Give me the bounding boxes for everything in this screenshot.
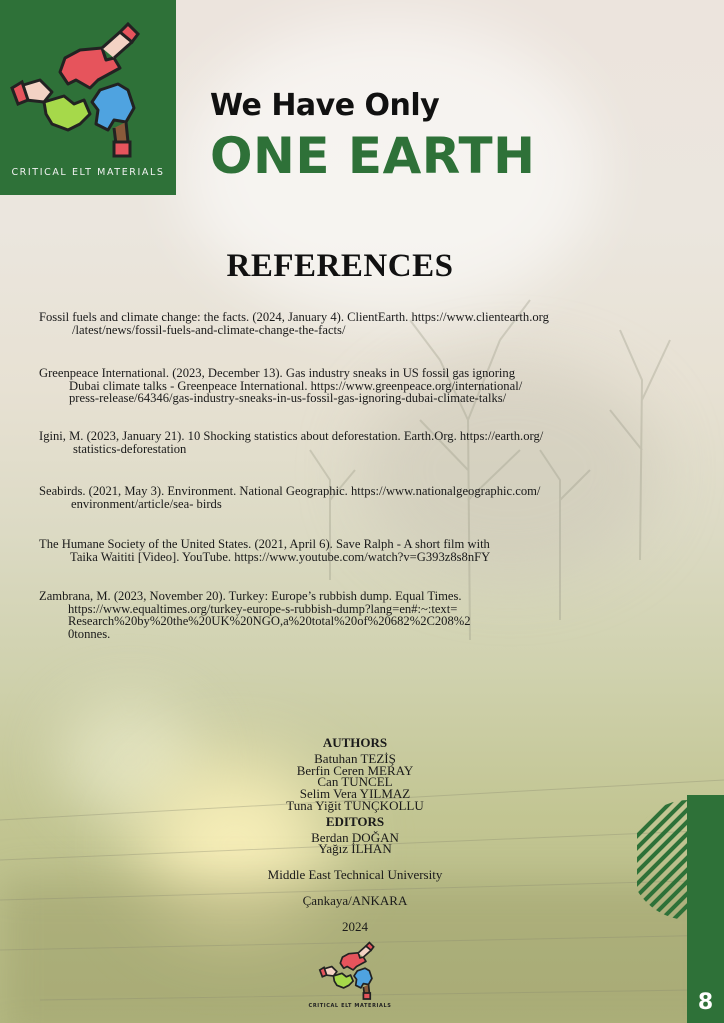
reference-line: Dubai climate talks - Greenpeace International. https://www.greenpeace.org/international/ xyxy=(69,378,523,393)
reference-item xyxy=(39,538,639,563)
page-number: 8 xyxy=(697,990,714,1015)
title-line-2: ONE EARTH xyxy=(210,127,536,185)
reference-line: Zambrana, M. (2023, November 20). Turkey: Europe’s rubbish dump. Equal Times. xyxy=(39,589,462,603)
reference-item xyxy=(39,590,639,641)
reference-item xyxy=(39,311,639,336)
editors-heading: EDITORS xyxy=(325,813,385,829)
reference-item xyxy=(39,485,639,510)
location-text: Çankaya/ANKARA xyxy=(302,892,408,908)
university-name: Middle East Technical University xyxy=(267,867,443,883)
author-name: Tuna Yiğit TUNÇKOLLU xyxy=(286,797,424,813)
references-heading: REFERENCES xyxy=(226,248,454,284)
title-line-1: We Have Only xyxy=(210,88,440,123)
reference-line: Igini, M. (2023, January 21). 10 Shocking statistics about deforestation. Earth.Org. https://earth.org/ xyxy=(39,429,544,443)
logo-panel xyxy=(0,0,176,195)
reference-line: Research%20by%20the%20UK%20NGO,a%20total%20of%20682%2C208%2 xyxy=(68,614,471,629)
author-name: Selim Vera YILMAZ xyxy=(299,786,411,802)
hands-puzzle-logo xyxy=(10,18,160,163)
striped-half-circle-decoration xyxy=(637,800,689,920)
author-name: Can TUNCEL xyxy=(317,774,393,790)
reference-item xyxy=(39,430,639,455)
logo-caption: CRITICAL ELT MATERIALS xyxy=(11,167,165,178)
reference-line: The Humane Society of the United States. (2021, April 6). Save Ralph - A short film with xyxy=(39,537,490,551)
editor-name: Yağız İLHAN xyxy=(318,841,392,857)
reference-line: Seabirds. (2021, May 3). Environment. National Geographic. https://www.nationalgeographic.com/ xyxy=(39,484,541,498)
reference-line: press-release/64346/gas-industry-sneaks-in-us-fossil-gas-ignoring-dubai-climate-talks/ xyxy=(69,391,507,406)
reference-line: statistics-deforestation xyxy=(73,441,187,456)
footer-hands-puzzle-logo xyxy=(313,940,389,1002)
authors-heading: AUTHORS xyxy=(322,735,388,750)
reference-item xyxy=(39,367,639,405)
reference-line: Taika Waititi [Video]. YouTube. https://www.youtube.com/watch?v=G393z8s8nFY xyxy=(70,549,491,564)
reference-line: environment/article/sea- birds xyxy=(71,496,222,511)
reference-line: https://www.equaltimes.org/turkey-europe-s-rubbish-dump?lang=en#:~:text= xyxy=(68,601,458,616)
author-name: Berfin Ceren MERAY xyxy=(296,762,414,778)
author-name: Batuhan TEZİŞ xyxy=(314,750,396,766)
footer-logo-caption: CRITICAL ELT MATERIALS xyxy=(308,1003,392,1009)
reference-line: Greenpeace International. (2023, December 13). Gas industry sneaks in US fossil gas ignoring xyxy=(39,366,515,380)
year-text: 2024 xyxy=(342,918,368,934)
reference-line: 0tonnes. xyxy=(68,627,111,642)
editor-name: Berdan DOĞAN xyxy=(311,829,399,845)
credits-block xyxy=(200,737,510,933)
side-accent-bar xyxy=(687,795,724,1023)
reference-line: Fossil fuels and climate change: the facts. (2024, January 4). ClientEarth. https://www.clientearth.org xyxy=(39,310,549,324)
reference-line: /latest/news/fossil-fuels-and-climate-change-the-facts/ xyxy=(72,322,346,337)
